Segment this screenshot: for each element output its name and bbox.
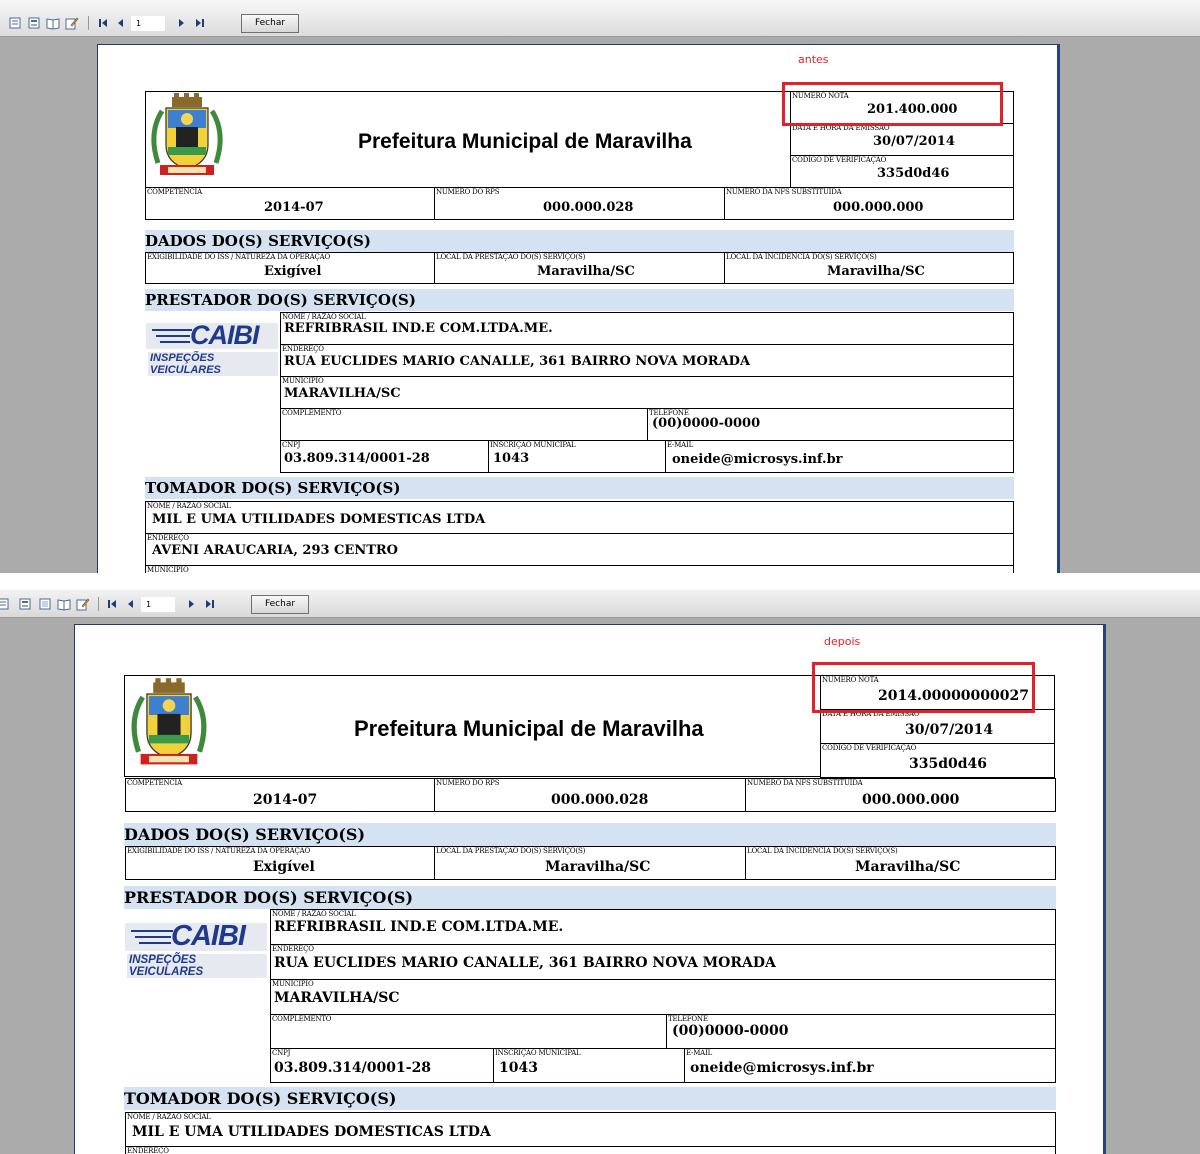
- highlight-box-before: [782, 82, 1003, 126]
- prestador-nome-cell: [280, 312, 1014, 345]
- local-incidencia-value: Maravilha/SC: [855, 859, 961, 875]
- print-icon[interactable]: [8, 15, 22, 29]
- competencia-cell: [125, 778, 435, 812]
- prestador-inscricao-value: 1043: [499, 1060, 538, 1076]
- tomador-endereco-value: AVENI ARAUCARIA, 293 CENTRO: [152, 543, 398, 558]
- next-page-icon[interactable]: [175, 15, 189, 29]
- toolbar-separator: [98, 597, 99, 611]
- prestador-municipio-value: MARAVILHA/SC: [284, 386, 401, 401]
- caibi-logo-text: CAIBI: [190, 320, 259, 350]
- local-incidencia-cell: [724, 252, 1014, 284]
- codigo-verificacao-cell: [790, 155, 1014, 188]
- report-title: Prefeitura Municipal de Maravilha: [358, 130, 692, 153]
- dados-servico-heading: DADOS DO(S) SERVIÇO(S): [145, 230, 1014, 252]
- book-icon[interactable]: [57, 596, 71, 610]
- prestador-inscricao-label: INSCRIÇÃO MUNICIPAL: [490, 441, 576, 449]
- numero-rps-label: NÚMERO DO RPS: [436, 779, 500, 787]
- prestador-endereco-cell: [270, 944, 1056, 980]
- data-emissao-cell: [790, 123, 1014, 156]
- page-setup-icon[interactable]: [27, 15, 41, 29]
- prestador-nome-label: NOME / RAZÃO SOCIAL: [272, 910, 356, 918]
- prestador-heading: PRESTADOR DO(S) SERVIÇO(S): [124, 886, 1056, 909]
- report-toolbar: [0, 573, 1200, 618]
- municipal-coat-of-arms-icon: [128, 678, 210, 773]
- local-prestacao-value: Maravilha/SC: [545, 859, 651, 875]
- prestador-cnpj-label: CNPJ: [282, 441, 301, 449]
- prestador-telefone-value: (00)0000-0000: [652, 416, 761, 431]
- prestador-email-label: E-MAIL: [686, 1049, 713, 1057]
- page-number-input[interactable]: 1: [141, 597, 175, 612]
- prestador-inscricao-cell: [493, 1048, 685, 1083]
- prestador-inscricao-value: 1043: [493, 451, 530, 466]
- prestador-municipio-cell: [270, 979, 1056, 1015]
- print-icon[interactable]: [0, 596, 10, 610]
- caibi-logo-icon: [146, 320, 278, 376]
- data-emissao-label: DATA E HORA DA EMISSÃO: [822, 710, 920, 718]
- annotation-before: antes: [798, 53, 829, 66]
- local-incidencia-label: LOCAL DA INCIDÊNCIA DO(S) SERVIÇO(S): [726, 253, 877, 261]
- close-button[interactable]: Fechar: [251, 595, 309, 614]
- report-toolbar: [0, 0, 1200, 37]
- prestador-cnpj-cell: [270, 1048, 494, 1083]
- tomador-endereco-cell: [145, 533, 1014, 566]
- prestador-endereco-value: RUA EUCLIDES MARIO CANALLE, 361 BAIRRO NOVA MORADA: [284, 354, 751, 369]
- prestador-cnpj-value: 03.809.314/0001-28: [284, 451, 430, 466]
- prestador-endereco-cell: [280, 344, 1014, 377]
- tomador-nome-label: NOME / RAZÃO SOCIAL: [127, 1113, 211, 1121]
- codigo-verificacao-label: CÓDIGO DE VERIFICAÇÃO: [822, 744, 917, 752]
- tomador-nome-value: MIL E UMA UTILIDADES DOMESTICAS LTDA: [132, 1124, 491, 1140]
- numero-nota-label: NÚMERO NOTA: [822, 676, 879, 684]
- tomador-nome-label: NOME / RAZÃO SOCIAL: [147, 502, 231, 510]
- prestador-heading: PRESTADOR DO(S) SERVIÇO(S): [145, 289, 1014, 311]
- prestador-inscricao-cell: [488, 440, 666, 473]
- prestador-municipio-cell: [280, 376, 1014, 409]
- nfs-substituida-cell: [745, 778, 1056, 812]
- numero-nota-value: 2014.00000000027: [878, 688, 1029, 704]
- prev-page-icon[interactable]: [123, 596, 137, 610]
- caibi-logo-subtitle: INSPEÇÕES VEICULARES: [148, 352, 278, 376]
- codigo-verificacao-value: 335d0d46: [877, 166, 950, 181]
- prestador-endereco-value: RUA EUCLIDES MARIO CANALLE, 361 BAIRRO NOVA MORADA: [274, 955, 776, 971]
- prestador-telefone-value: (00)0000-0000: [672, 1023, 789, 1039]
- exigibilidade-label: EXIGIBILIDADE DO ISS / NATUREZA DA OPERAÇÃO: [127, 847, 310, 855]
- tomador-heading: TOMADOR DO(S) SERVIÇO(S): [124, 1087, 1056, 1110]
- book-icon[interactable]: [46, 15, 60, 29]
- competencia-value: 2014-07: [264, 200, 324, 215]
- prestador-cnpj-value: 03.809.314/0001-28: [274, 1060, 432, 1076]
- prestador-nome-value: REFRIBRASIL IND.E COM.LTDA.ME.: [274, 919, 564, 935]
- last-page-icon[interactable]: [193, 15, 207, 29]
- municipal-coat-of-arms-icon: [148, 93, 226, 183]
- local-prestacao-label: LOCAL DA PRESTAÇÃO DO(S) SERVIÇO(S): [436, 253, 586, 261]
- nfs-substituida-value: 000.000.000: [862, 792, 960, 808]
- prestador-complemento-cell: [280, 408, 648, 441]
- prestador-telefone-label: TELEFONE: [649, 409, 689, 417]
- page-setup-icon[interactable]: [18, 596, 32, 610]
- prestador-endereco-label: ENDEREÇO: [282, 345, 324, 353]
- annotation-after: depois: [824, 635, 861, 648]
- tomador-endereco-label: ENDEREÇO: [127, 1147, 169, 1154]
- numero-nota-value: 201.400.000: [867, 102, 958, 117]
- toolbar-separator: [88, 16, 89, 30]
- edit-icon[interactable]: [76, 596, 90, 610]
- tomador-nome-cell: [145, 501, 1014, 534]
- numero-nota-label: NÚMERO NOTA: [792, 92, 849, 100]
- tomador-nome-cell: [125, 1112, 1056, 1147]
- data-emissao-label: DATA E HORA DA EMISSÃO: [792, 124, 890, 132]
- prestador-telefone-label: TELEFONE: [668, 1015, 708, 1023]
- local-incidencia-value: Maravilha/SC: [827, 264, 925, 279]
- prestador-email-value: oneide@microsys.inf.br: [672, 452, 843, 467]
- numero-rps-value: 000.000.028: [551, 792, 649, 808]
- prestador-nome-value: REFRIBRASIL IND.E COM.LTDA.ME.: [284, 321, 553, 336]
- exigibilidade-cell: [125, 846, 435, 880]
- caibi-logo-subtitle: INSPEÇÕES VEICULARES: [127, 954, 267, 978]
- prestador-municipio-value: MARAVILHA/SC: [274, 990, 400, 1006]
- caibi-logo-text: CAIBI: [171, 920, 245, 952]
- first-page-icon[interactable]: [105, 596, 119, 610]
- nfs-substituida-label: NÚMERO DA NFS SUBSTITUÍDA: [747, 779, 863, 787]
- exigibilidade-label: EXIGIBILIDADE DO ISS / NATUREZA DA OPERAÇÃO: [147, 253, 330, 261]
- numero-rps-value: 000.000.028: [543, 200, 634, 215]
- prestador-email-label: E-MAIL: [667, 441, 694, 449]
- competencia-label: COMPETÊNCIA: [127, 779, 182, 787]
- edit-icon[interactable]: [65, 15, 79, 29]
- prestador-complemento-cell: [270, 1014, 667, 1049]
- next-page-icon[interactable]: [185, 596, 199, 610]
- highlight-box-after: [812, 662, 1035, 713]
- prestador-email-cell: [665, 440, 1014, 473]
- prev-page-icon[interactable]: [113, 15, 127, 29]
- prestador-email-value: oneide@microsys.inf.br: [690, 1060, 874, 1076]
- report-title: Prefeitura Municipal de Maravilha: [354, 716, 704, 741]
- exigibilidade-cell: [145, 252, 435, 284]
- numero-rps-label: NÚMERO DO RPS: [436, 188, 500, 196]
- prestador-municipio-label: MUNICÍPIO: [282, 377, 324, 385]
- competencia-cell: [145, 187, 435, 220]
- prestador-nome-label: NOME / RAZÃO SOCIAL: [282, 313, 366, 321]
- local-incidencia-label: LOCAL DA INCIDÊNCIA DO(S) SERVIÇO(S): [747, 847, 898, 855]
- dados-servico-heading: DADOS DO(S) SERVIÇO(S): [124, 823, 1056, 846]
- local-prestacao-label: LOCAL DA PRESTAÇÃO DO(S) SERVIÇO(S): [436, 847, 586, 855]
- competencia-value: 2014-07: [253, 792, 318, 808]
- prestador-cnpj-label: CNPJ: [272, 1049, 291, 1057]
- data-emissao-value: 30/07/2014: [905, 722, 994, 738]
- page-view-icon[interactable]: [38, 596, 52, 610]
- tomador-endereco-cell: [125, 1146, 1056, 1154]
- local-prestacao-cell: [434, 846, 746, 880]
- prestador-complemento-label: COMPLEMENTO: [282, 409, 342, 417]
- local-prestacao-value: Maravilha/SC: [537, 264, 635, 279]
- codigo-verificacao-cell: [820, 743, 1055, 778]
- nfs-substituida-label: NÚMERO DA NFS SUBSTITUÍDA: [726, 188, 842, 196]
- page-number-input[interactable]: 1: [131, 16, 165, 31]
- codigo-verificacao-value: 335d0d46: [909, 756, 988, 772]
- nfs-substituida-cell: [724, 187, 1014, 220]
- exigibilidade-value: Exigível: [264, 264, 322, 279]
- prestador-cnpj-cell: [280, 440, 489, 473]
- tomador-nome-value: MIL E UMA UTILIDADES DOMESTICAS LTDA: [152, 512, 486, 527]
- tomador-heading: TOMADOR DO(S) SERVIÇO(S): [145, 477, 1014, 499]
- prestador-email-cell: [684, 1048, 1056, 1083]
- local-incidencia-cell: [745, 846, 1056, 880]
- numero-rps-cell: [434, 778, 746, 812]
- local-prestacao-cell: [434, 252, 725, 284]
- numero-rps-cell: [434, 187, 725, 220]
- prestador-inscricao-label: INSCRIÇÃO MUNICIPAL: [495, 1049, 581, 1057]
- caibi-logo-icon: [125, 920, 267, 978]
- last-page-icon[interactable]: [203, 596, 217, 610]
- close-button[interactable]: Fechar: [241, 14, 299, 33]
- tomador-municipio-label: MUNICÍPIO: [147, 566, 189, 573]
- tomador-municipio-cell: [145, 565, 1014, 573]
- first-page-icon[interactable]: [96, 15, 110, 29]
- viewer-after: [0, 573, 1200, 1154]
- viewer-before: [0, 0, 1200, 573]
- prestador-telefone-cell: [666, 1014, 1056, 1049]
- data-emissao-cell: [820, 709, 1055, 744]
- prestador-municipio-label: MUNICÍPIO: [272, 980, 314, 988]
- tomador-endereco-label: ENDEREÇO: [147, 534, 189, 542]
- prestador-complemento-label: COMPLEMENTO: [272, 1015, 332, 1023]
- competencia-label: COMPETÊNCIA: [147, 188, 202, 196]
- codigo-verificacao-label: CÓDIGO DE VERIFICAÇÃO: [792, 156, 887, 164]
- prestador-endereco-label: ENDEREÇO: [272, 945, 314, 953]
- exigibilidade-value: Exigível: [253, 859, 315, 875]
- prestador-telefone-cell: [647, 408, 1014, 441]
- data-emissao-value: 30/07/2014: [873, 134, 955, 149]
- nfs-substituida-value: 000.000.000: [833, 200, 924, 215]
- prestador-nome-cell: [270, 909, 1056, 945]
